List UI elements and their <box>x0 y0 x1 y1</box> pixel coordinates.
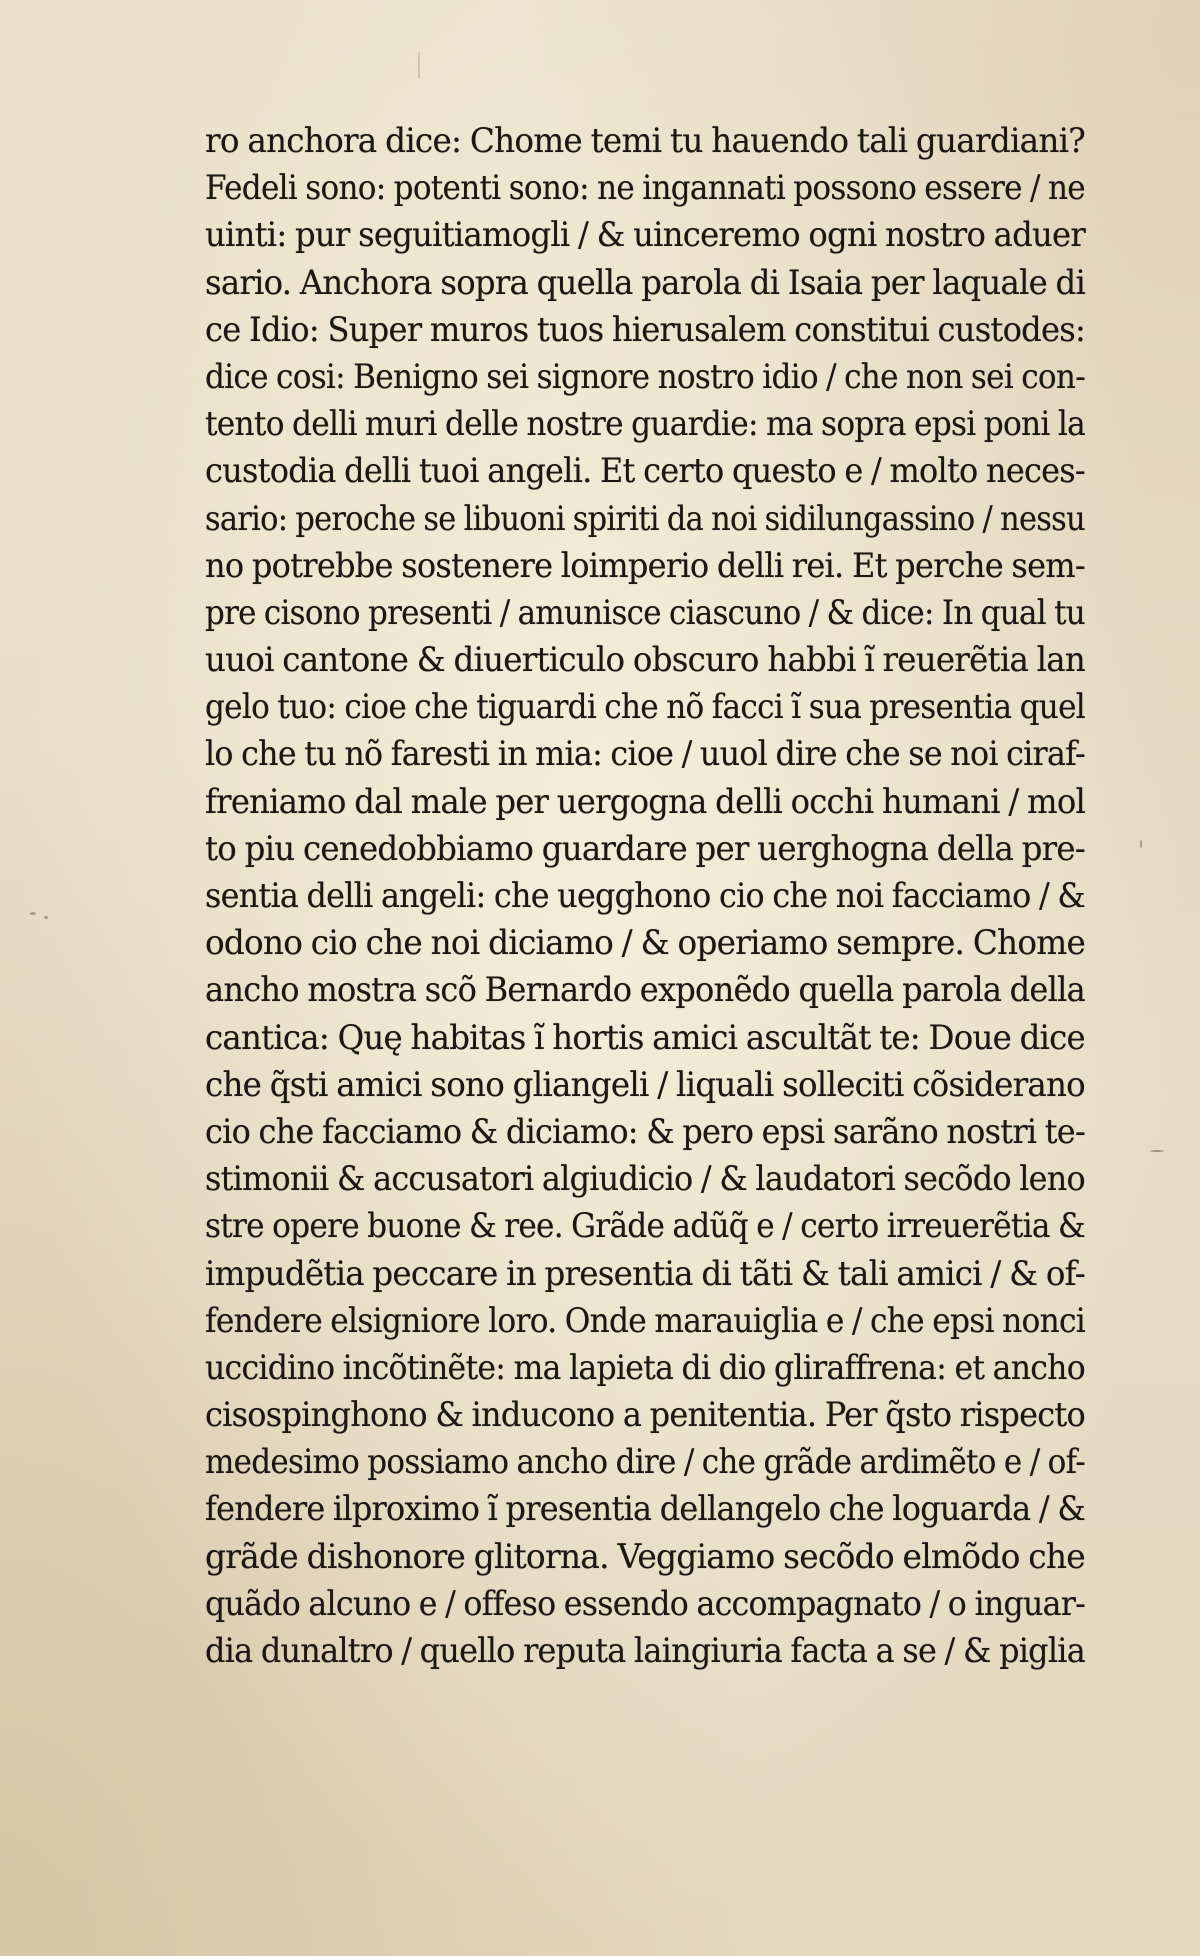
text-line: custodia delli tuoi angeli. Et certo questo e / molto neces- <box>205 451 1085 492</box>
text-line: uuoi cantone & diuerticulo obscuro habbi ĩ reuerẽtia lan <box>205 640 1086 681</box>
text-line: uccidino incõtinẽte: ma lapieta di dio gliraffrena: et ancho <box>205 1347 1085 1388</box>
text-line: dice cosi: Benigno sei signore nostro idio / che non sei con- <box>205 356 1086 397</box>
text-line: dia dunaltro / quello reputa laingiuria facta a se / & piglia <box>205 1631 1086 1671</box>
text-line: freniamo dal male per uergogna delli occhi humani / mol <box>205 781 1086 822</box>
paper-speck <box>30 912 36 915</box>
paper-speck <box>1150 1150 1164 1152</box>
text-line: sentia delli angeli: che uegghono cio che noi facciamo / & <box>205 876 1085 916</box>
text-line: to piu cenedobbiamo guardare per uerghogna della pre- <box>205 828 1085 869</box>
text-line: sario. Anchora sopra quella parola di Isaia per laquale di <box>205 262 1086 303</box>
text-line: odono cio che noi diciamo / & operiamo sempre. Chome <box>205 923 1086 964</box>
text-line: uinti: pur seguitiamogli / & uinceremo ogni nostro aduer <box>205 215 1086 256</box>
text-line: stimonii & accusatori algiudicio / & laudatori secõdo leno <box>205 1159 1085 1200</box>
text-line: gelo tuo: cioe che tiguardi che nõ facci ĩ sua presentia quel <box>205 687 1085 728</box>
text-line: tento delli muri delle nostre guardie: ma sopra epsi poni la <box>205 404 1086 445</box>
text-line: impudẽtia peccare in presentia di tãti & tali amici / & of- <box>205 1253 1085 1294</box>
text-line: cantica: Quę habitas ĩ hortis amici ascultãt te: Doue dice <box>205 1017 1085 1058</box>
text-line: medesimo possiamo ancho dire / che grãde ardimẽto e / of- <box>205 1442 1085 1483</box>
paper-crease <box>418 52 420 78</box>
text-line: Fedeli sono: potenti sono: ne ingannati possono essere / ne <box>205 168 1085 209</box>
text-line: quãdo alcuno e / offeso essendo accompagnato / o inguar- <box>205 1583 1086 1624</box>
text-column <box>205 118 1085 1675</box>
text-line: cisospinghono & inducono a penitentia. Per q̃sto rispecto <box>205 1395 1086 1436</box>
text-line: ro anchora dice: Chome temi tu hauendo tali guardiani? <box>205 121 1085 161</box>
text-line: lo che tu nõ faresti in mia: cioe / uuol dire che se noi ciraf- <box>205 734 1085 775</box>
paper-speck <box>1140 840 1142 848</box>
text-line: pre cisono presenti / amunisce ciascuno / & dice: In qual tu <box>205 592 1085 633</box>
text-line: ce Idio: Super muros tuos hierusalem constitui custodes: <box>205 309 1086 350</box>
text-line: fendere elsigniore loro. Onde marauiglia e / che epsi nonci <box>205 1300 1086 1341</box>
text-line: che q̃sti amici sono gliangeli / liquali solleciti cõsiderano <box>205 1064 1085 1105</box>
text-line: ancho mostra scõ Bernardo exponẽdo quella parola della <box>205 970 1085 1011</box>
text-line: no potrebbe sostenere loimperio delli rei. Et perche sem- <box>205 545 1086 586</box>
paper-speck <box>44 916 48 919</box>
text-line: stre opere buone & ree. Grãde adũq̃ e / certo irreuerẽtia & <box>205 1206 1085 1247</box>
text-line: cio che facciamo & diciamo: & pero epsi sarãno nostri te- <box>205 1111 1085 1152</box>
text-line: sario: peroche se libuoni spiriti da noi sidilungassino / nessu <box>205 498 1085 539</box>
text-line: fendere ilproximo ĩ presentia dellangelo che loguarda / & <box>205 1489 1086 1530</box>
text-line: grãde dishonore glitorna. Veggiamo secõdo elmõdo che <box>205 1536 1085 1577</box>
